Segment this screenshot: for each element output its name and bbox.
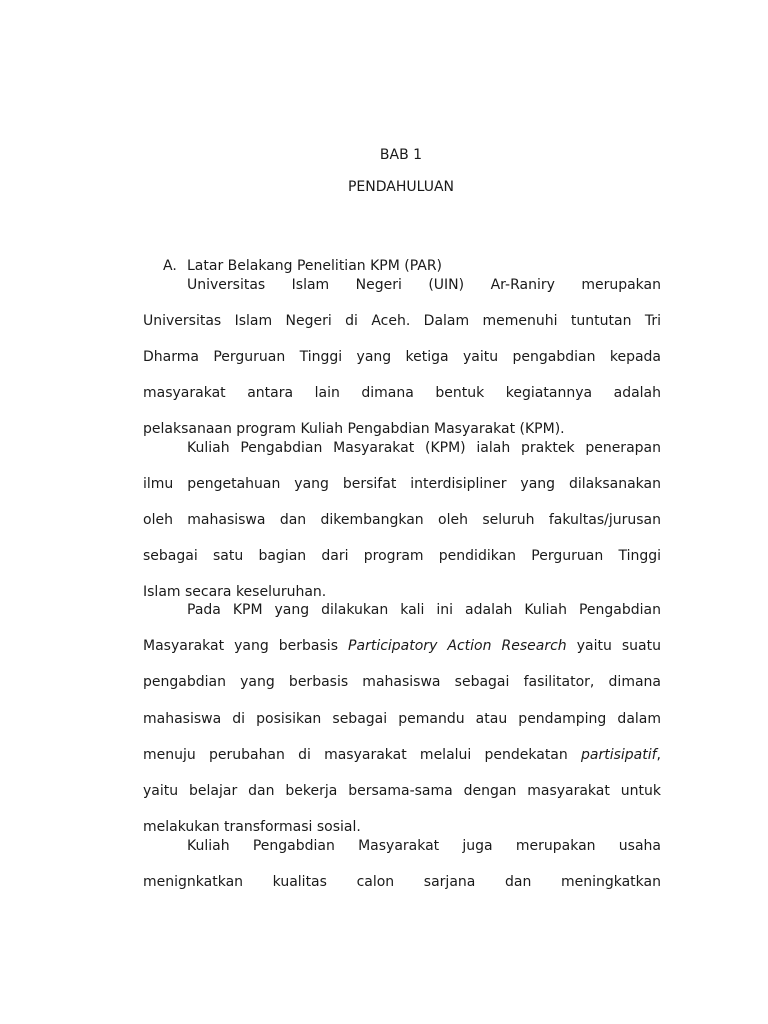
section-marker: A. [163,258,177,274]
paragraph-3-line-3: pengabdian yang berbasis mahasiswa sebagai fasilitator, dimana [143,674,661,690]
paragraph-3-line-7: melakukan transformasi sosial. [143,819,361,835]
paragraph-4-line-1: Kuliah Pengabdian Masyarakat juga merupakan usaha [187,838,661,854]
text-run: , [656,747,661,763]
text-run: yaitu suatu [566,638,661,654]
chapter-number: BAB 1 [379,147,423,163]
paragraph-3-line-2 [143,637,661,655]
paragraph-2-line-5: Islam secara keseluruhan. [143,584,327,600]
emphasis-text: Participatory Action Research [348,638,567,654]
paragraph-1-line-5: pelaksanaan program Kuliah Pengabdian Masyarakat (KPM). [143,421,565,437]
paragraph-1-line-1: Universitas Islam Negeri (UIN) Ar-Raniry merupakan [187,277,661,293]
paragraph-1-line-4: masyarakat antara lain dimana bentuk kegiatannya adalah [143,385,661,401]
paragraph-2-line-1: Kuliah Pengabdian Masyarakat (KPM) ialah praktek penerapan [187,440,661,456]
paragraph-1-line-3: Dharma Perguruan Tinggi yang ketiga yaitu pengabdian kepada [143,349,661,365]
paragraph-3-line-4: mahasiswa di posisikan sebagai pemandu atau pendamping dalam [143,711,661,727]
section-heading [163,257,442,275]
text-run: Masyarakat yang berbasis [143,638,349,654]
emphasis-text: partisipatif [580,747,657,763]
paragraph-2-line-3: oleh mahasiswa dan dikembangkan oleh seluruh fakultas/jurusan [143,512,661,528]
paragraph-1-line-2: Universitas Islam Negeri di Aceh. Dalam memenuhi tuntutan Tri [143,313,661,329]
section-title: Latar Belakang Penelitian KPM (PAR) [187,258,443,274]
paragraph-3-line-1: Pada KPM yang dilakukan kali ini adalah Kuliah Pengabdian [187,602,661,618]
paragraph-2-line-2: ilmu pengetahuan yang bersifat interdisipliner yang dilaksanakan [143,476,661,492]
paragraph-4-line-2: menignkatkan kualitas calon sarjana dan meningkatkan [143,874,661,890]
paragraph-3-line-5 [143,746,661,764]
text-run: menuju perubahan di masyarakat melalui pendekatan [143,747,581,763]
paragraph-3-line-6: yaitu belajar dan bekerja bersama-sama dengan masyarakat untuk [143,783,661,799]
chapter-title: PENDAHULUAN [347,179,455,195]
paragraph-2-line-4: sebagai satu bagian dari program pendidikan Perguruan Tinggi [143,548,661,564]
